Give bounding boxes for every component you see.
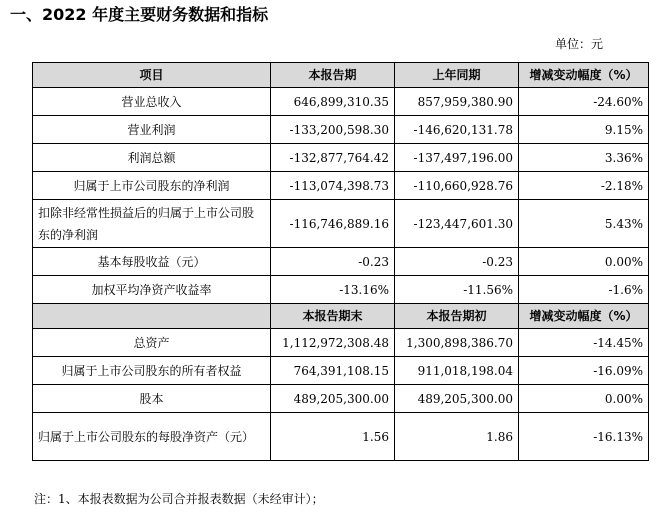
table-row — [33, 329, 649, 357]
row-label: 归属于上市公司股东的所有者权益 — [33, 357, 271, 385]
row-label: 总资产 — [33, 329, 271, 357]
header-current-period: 本报告期 — [271, 63, 395, 88]
cell-current: -13.16% — [271, 276, 395, 304]
cell-current: 646,899,310.35 — [271, 88, 395, 116]
subheader-blank — [33, 304, 271, 329]
subheader-period-start: 本报告期初 — [395, 304, 519, 329]
cell-period-end: 764,391,108.15 — [271, 357, 395, 385]
header-prior-period: 上年同期 — [395, 63, 519, 88]
cell-change: 9.15% — [519, 116, 649, 144]
table-row — [33, 116, 649, 144]
row-label: 营业利润 — [33, 116, 271, 144]
cell-change: -2.18% — [519, 172, 649, 200]
table-row — [33, 413, 649, 461]
table-subheader-row — [33, 304, 649, 329]
header-item: 项目 — [33, 63, 271, 88]
section-title: 一、2022 年度主要财务数据和指标 — [10, 5, 269, 24]
cell-prior: -110,660,928.76 — [395, 172, 519, 200]
cell-change: 5.43% — [519, 200, 649, 248]
cell-period-start: 1,300,898,386.70 — [395, 329, 519, 357]
cell-change: -16.13% — [519, 413, 649, 461]
row-label: 营业总收入 — [33, 88, 271, 116]
row-label: 归属于上市公司股东的每股净资产（元） — [33, 413, 271, 461]
table-row — [33, 248, 649, 276]
table-row — [33, 200, 649, 248]
cell-change: -24.60% — [519, 88, 649, 116]
header-change-pct: 增减变动幅度（%） — [519, 63, 649, 88]
cell-change: 0.00% — [519, 248, 649, 276]
subheader-change-pct: 增减变动幅度（%） — [519, 304, 649, 329]
subheader-period-end: 本报告期末 — [271, 304, 395, 329]
cell-period-end: 1.56 — [271, 413, 395, 461]
cell-prior: -0.23 — [395, 248, 519, 276]
cell-prior: -123,447,601.30 — [395, 200, 519, 248]
cell-period-start: 911,018,198.04 — [395, 357, 519, 385]
cell-current: -132,877,764.42 — [271, 144, 395, 172]
table-header-row — [33, 63, 649, 88]
cell-change: 0.00% — [519, 385, 649, 413]
cell-prior: 857,959,380.90 — [395, 88, 519, 116]
cell-change: -16.09% — [519, 357, 649, 385]
cell-prior: -11.56% — [395, 276, 519, 304]
footnote: 注：1、本报表数据为公司合并报表数据（未经审计）； — [34, 492, 324, 506]
cell-period-start: 489,205,300.00 — [395, 385, 519, 413]
table-row — [33, 144, 649, 172]
row-label: 股本 — [33, 385, 271, 413]
unit-label: 单位：元 — [555, 37, 604, 51]
cell-current: -113,074,398.73 — [271, 172, 395, 200]
row-label: 基本每股收益（元） — [33, 248, 271, 276]
cell-current: -116,746,889.16 — [271, 200, 395, 248]
cell-current: -0.23 — [271, 248, 395, 276]
table-row — [33, 88, 649, 116]
row-label: 归属于上市公司股东的净利润 — [33, 172, 271, 200]
table-row — [33, 385, 649, 413]
cell-prior: -137,497,196.00 — [395, 144, 519, 172]
cell-period-end: 489,205,300.00 — [271, 385, 395, 413]
row-label: 扣除非经常性损益后的归属于上市公司股东的净利润 — [33, 200, 271, 248]
cell-change: -1.6% — [519, 276, 649, 304]
financial-data-table — [32, 62, 649, 461]
cell-current: -133,200,598.30 — [271, 116, 395, 144]
cell-change: 3.36% — [519, 144, 649, 172]
row-label: 利润总额 — [33, 144, 271, 172]
cell-change: -14.45% — [519, 329, 649, 357]
cell-prior: -146,620,131.78 — [395, 116, 519, 144]
table-row — [33, 172, 649, 200]
row-label: 加权平均净资产收益率 — [33, 276, 271, 304]
table-row — [33, 357, 649, 385]
table-row — [33, 276, 649, 304]
cell-period-start: 1.86 — [395, 413, 519, 461]
cell-period-end: 1,112,972,308.48 — [271, 329, 395, 357]
